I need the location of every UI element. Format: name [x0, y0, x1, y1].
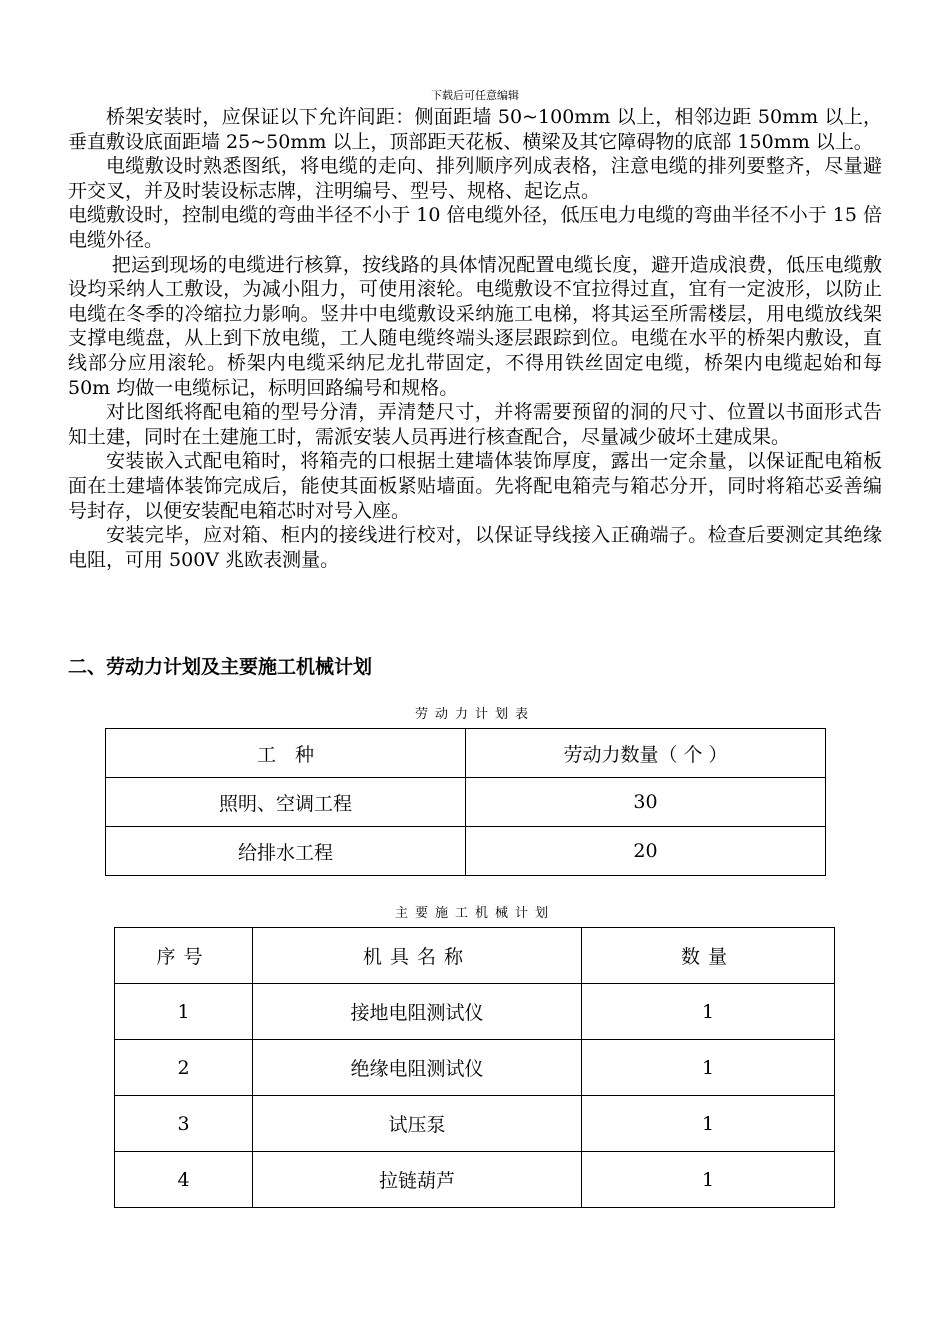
table-header-cell: 数量 — [582, 928, 835, 984]
labor-table — [105, 728, 826, 876]
table-row — [115, 1152, 835, 1208]
table-cell: 照明、空调工程 — [106, 778, 466, 827]
table-cell: 绝缘电阻测试仪 — [253, 1040, 582, 1096]
table-cell: 4 — [115, 1152, 253, 1208]
header-note: 下载后可任意编辑 — [431, 89, 519, 102]
table-header-cell: 序号 — [115, 928, 253, 984]
table-row — [115, 1040, 835, 1096]
table-cell: 2 — [115, 1040, 253, 1096]
table-cell: 接地电阻测试仪 — [253, 984, 582, 1040]
body-text — [68, 105, 882, 572]
paragraph-wiring-check: 安装完毕，应对箱、柜内的接线进行校对，以保证导线接入正确端子。检查后要测定其绝缘电阻，可用 500V 兆欧表测量。 — [68, 524, 882, 571]
table-cell: 1 — [582, 1152, 835, 1208]
table-cell: 1 — [582, 984, 835, 1040]
table-row — [115, 984, 835, 1040]
section-heading: 二、劳动力计划及主要施工机械计划 — [68, 656, 373, 678]
table-header-cell: 机具名称 — [253, 928, 582, 984]
table-header-row — [106, 729, 826, 778]
table-cell: 30 — [466, 778, 826, 827]
table-row — [115, 1096, 835, 1152]
paragraph-bending-radius: 电缆敷设时，控制电缆的弯曲半径不小于 10 倍电缆外径，低压电力电缆的弯曲半径不小于 15 倍电缆外径。 — [68, 204, 882, 251]
machine-table — [114, 927, 835, 1208]
table-cell: 拉链葫芦 — [253, 1152, 582, 1208]
table-header-row — [115, 928, 835, 984]
table-cell: 1 — [115, 984, 253, 1040]
table-row — [106, 778, 826, 827]
paragraph-distribution-box-model: 对比图纸将配电箱的型号分清，弄清楚尺寸，并将需要预留的洞的尺寸、位置以书面形式告知土建，同时在土建施工时，需派安装人员再进行核查配合，尽量减少破坏土建成果。 — [68, 401, 882, 448]
table-cell: 试压泵 — [253, 1096, 582, 1152]
paragraph-cable-laying-drawings: 电缆敷设时熟悉图纸，将电缆的走向、排列顺序列成表格，注意电缆的排列要整齐，尽量避开交叉，并及时装设标志牌，注明编号、型号、规格、起讫点。 — [68, 155, 882, 202]
paragraph-cable-length-check: 把运到现场的电缆进行核算，按线路的具体情况配置电缆长度，避开造成浪费，低压电缆敷设均采纳人工敷设，为减小阻力，可使用滚轮。电缆敷设不宜拉得过直，宜有一定波形，以防止电缆在冬季的冷缩拉力影响。竖井中电缆敷设采纳施工电梯，将其运至所需楼层，用电缆放线架支撑电缆盘，从上到下放电缆，工人随电缆终端头逐层跟踪到位。电缆在水平的桥架内敷设，直线部分应用滚轮。桥架内电缆采纳尼龙扎带固定，不得用铁丝固定电缆，桥架内电缆起始和每 50m 均做一电缆标记，标明回路编号和规格。 — [68, 253, 882, 399]
table-header-cell: 劳动力数量（ 个 ） — [466, 729, 826, 778]
table-header-cell: 工 种 — [106, 729, 466, 778]
table-cell: 3 — [115, 1096, 253, 1152]
table-cell: 1 — [582, 1040, 835, 1096]
machine-table-caption: 主要施工机械计划 — [394, 906, 555, 921]
table-cell: 给排水工程 — [106, 827, 466, 876]
table-cell: 1 — [582, 1096, 835, 1152]
table-row — [106, 827, 826, 876]
labor-table-caption: 劳动力计划表 — [414, 707, 535, 722]
paragraph-cable-tray-spacing: 桥架安装时，应保证以下允许间距：侧面距墙 50~100mm 以上，相邻边距 50mm 以上，垂直敷设底面距墙 25~50mm 以上，顶部距天花板、横梁及其它障碍物的底部 150mm 以上。 — [68, 106, 882, 153]
paragraph-embedded-box-install: 安装嵌入式配电箱时，将箱壳的口根据土建墙体装饰厚度，露出一定余量，以保证配电箱板面在土建墙体装饰完成后，能使其面板紧贴墙面。先将配电箱壳与箱芯分开，同时将箱芯妥善编号封存，以便安装配电箱芯时对号入座。 — [68, 450, 882, 522]
table-cell: 20 — [466, 827, 826, 876]
